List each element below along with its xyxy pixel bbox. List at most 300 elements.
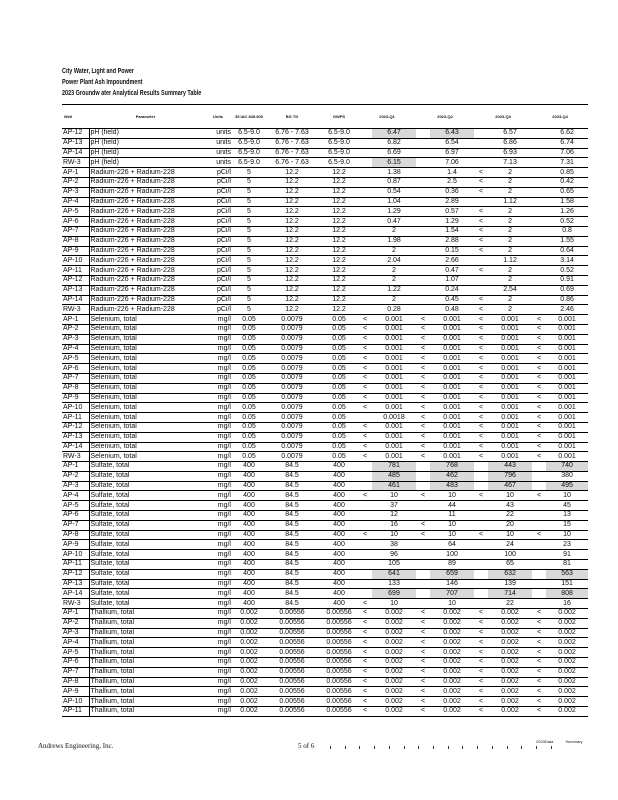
q3-qualifier-cell bbox=[474, 197, 488, 207]
q2-value-cell: 0.002 bbox=[430, 628, 474, 638]
q3-qualifier-cell: < bbox=[474, 246, 488, 256]
background-cell: 0.00556 bbox=[264, 658, 320, 668]
q2-qualifier-cell bbox=[416, 138, 430, 148]
q2-qualifier-cell bbox=[416, 305, 430, 315]
q4-value-cell: 7.31 bbox=[546, 158, 588, 168]
well-cell: AP-6 bbox=[62, 511, 89, 521]
q1-qualifier-cell: < bbox=[358, 432, 372, 442]
table-row bbox=[62, 658, 588, 668]
gwps-cell: 400 bbox=[320, 550, 358, 560]
q3-qualifier-cell bbox=[474, 579, 488, 589]
background-cell: 6.76 - 7.63 bbox=[264, 138, 320, 148]
table-row bbox=[62, 550, 588, 560]
q1-qualifier-cell: < bbox=[358, 697, 372, 707]
background-cell: 84.5 bbox=[264, 599, 320, 609]
background-cell: 0.0079 bbox=[264, 354, 320, 364]
table-row bbox=[62, 687, 588, 697]
table-row bbox=[62, 187, 588, 197]
gwps-cell: 0.05 bbox=[320, 334, 358, 344]
table-row bbox=[62, 462, 588, 472]
q2-value-cell: 100 bbox=[430, 550, 474, 560]
q2-qualifier-cell: < bbox=[416, 648, 430, 658]
standard-cell: 0.05 bbox=[234, 315, 264, 325]
q3-qualifier-cell: < bbox=[474, 217, 488, 227]
background-cell: 12.2 bbox=[264, 197, 320, 207]
q3-qualifier-cell bbox=[474, 599, 488, 609]
q1-qualifier-cell bbox=[358, 481, 372, 491]
q3-value-cell: 0.001 bbox=[488, 452, 532, 462]
parameter-cell: Radium-226 + Radium-228 bbox=[89, 217, 202, 227]
q2-value-cell: 0.002 bbox=[430, 687, 474, 697]
footer-right-label bbox=[536, 739, 582, 744]
q3-value-cell: 0.001 bbox=[488, 403, 532, 413]
q2-value-cell: 10 bbox=[430, 599, 474, 609]
table-row bbox=[62, 295, 588, 305]
well-cell: AP-5 bbox=[62, 207, 89, 217]
q2-value-cell: 659 bbox=[430, 569, 474, 579]
q2-value-cell: 0.001 bbox=[430, 315, 474, 325]
units-cell: units bbox=[202, 138, 234, 148]
q4-value-cell: 0.91 bbox=[546, 275, 588, 285]
parameter-cell: Thallium, total bbox=[89, 628, 202, 638]
q4-qualifier-cell: < bbox=[532, 364, 546, 374]
q4-value-cell: 0.69 bbox=[546, 285, 588, 295]
q2-value-cell: 0.36 bbox=[430, 187, 474, 197]
q1-value-cell: 0.001 bbox=[372, 393, 416, 403]
q1-value-cell: 38 bbox=[372, 540, 416, 550]
q4-value-cell: 15 bbox=[546, 520, 588, 530]
well-cell: AP-11 bbox=[62, 707, 89, 717]
gwps-cell: 12.2 bbox=[320, 305, 358, 315]
background-cell: 84.5 bbox=[264, 462, 320, 472]
q2-value-cell: 0.001 bbox=[430, 344, 474, 354]
q4-qualifier-cell bbox=[532, 217, 546, 227]
parameter-cell: Selenium, total bbox=[89, 403, 202, 413]
q2-value-cell: 2.89 bbox=[430, 197, 474, 207]
q2-value-cell: 10 bbox=[430, 530, 474, 540]
q2-value-cell: 0.002 bbox=[430, 658, 474, 668]
table-row bbox=[62, 403, 588, 413]
parameter-cell: Radium-226 + Radium-228 bbox=[89, 207, 202, 217]
gwps-cell: 400 bbox=[320, 530, 358, 540]
q3-qualifier-cell bbox=[474, 520, 488, 530]
q3-value-cell: 2 bbox=[488, 168, 532, 178]
background-cell: 12.2 bbox=[264, 266, 320, 276]
q1-qualifier-cell: < bbox=[358, 618, 372, 628]
col-parameter: Parameter bbox=[89, 105, 202, 129]
q4-value-cell: 0.001 bbox=[546, 364, 588, 374]
q2-qualifier-cell bbox=[416, 256, 430, 266]
q4-value-cell: 7.06 bbox=[546, 148, 588, 158]
table-row bbox=[62, 452, 588, 462]
well-cell: AP-8 bbox=[62, 677, 89, 687]
q2-value-cell: 483 bbox=[430, 481, 474, 491]
units-cell: mg/l bbox=[202, 501, 234, 511]
q1-qualifier-cell: < bbox=[358, 383, 372, 393]
background-cell: 0.0079 bbox=[264, 373, 320, 383]
q3-qualifier-cell bbox=[474, 138, 488, 148]
q3-qualifier-cell bbox=[474, 569, 488, 579]
table-row bbox=[62, 442, 588, 452]
q3-qualifier-cell: < bbox=[474, 422, 488, 432]
background-cell: 84.5 bbox=[264, 511, 320, 521]
q4-qualifier-cell bbox=[532, 589, 546, 599]
q1-qualifier-cell bbox=[358, 569, 372, 579]
well-cell: AP-14 bbox=[62, 442, 89, 452]
q4-qualifier-cell bbox=[532, 129, 546, 139]
q3-value-cell: 10 bbox=[488, 491, 532, 501]
col-well: Well bbox=[62, 105, 89, 129]
q1-value-cell: 0.001 bbox=[372, 432, 416, 442]
q1-qualifier-cell: < bbox=[358, 452, 372, 462]
q1-value-cell: 1.29 bbox=[372, 207, 416, 217]
q1-value-cell: 6.47 bbox=[372, 129, 416, 139]
units-cell: mg/l bbox=[202, 638, 234, 648]
background-cell: 84.5 bbox=[264, 550, 320, 560]
units-cell: pCi/l bbox=[202, 285, 234, 295]
q2-value-cell: 0.15 bbox=[430, 246, 474, 256]
parameter-cell: Selenium, total bbox=[89, 324, 202, 334]
q4-qualifier-cell bbox=[532, 148, 546, 158]
q1-qualifier-cell bbox=[358, 579, 372, 589]
gwps-cell: 0.05 bbox=[320, 324, 358, 334]
units-cell: mg/l bbox=[202, 422, 234, 432]
q4-value-cell: 0.001 bbox=[546, 354, 588, 364]
well-cell: AP-4 bbox=[62, 344, 89, 354]
units-cell: mg/l bbox=[202, 383, 234, 393]
table-row bbox=[62, 707, 588, 717]
col-q3: 2023-Q3 bbox=[474, 105, 532, 129]
q3-qualifier-cell: < bbox=[474, 413, 488, 423]
q3-qualifier-cell bbox=[474, 589, 488, 599]
background-cell: 0.0079 bbox=[264, 315, 320, 325]
q4-qualifier-cell bbox=[532, 187, 546, 197]
table-row bbox=[62, 560, 588, 570]
table-row bbox=[62, 511, 588, 521]
parameter-cell: Selenium, total bbox=[89, 442, 202, 452]
q2-qualifier-cell: < bbox=[416, 354, 430, 364]
well-cell: AP-4 bbox=[62, 638, 89, 648]
q1-value-cell: 1.04 bbox=[372, 197, 416, 207]
q3-value-cell: 0.001 bbox=[488, 334, 532, 344]
q2-value-cell: 64 bbox=[430, 540, 474, 550]
q4-value-cell: 0.001 bbox=[546, 452, 588, 462]
background-cell: 12.2 bbox=[264, 275, 320, 285]
well-cell: AP-7 bbox=[62, 520, 89, 530]
gwps-cell: 400 bbox=[320, 579, 358, 589]
q4-qualifier-cell: < bbox=[532, 413, 546, 423]
q1-qualifier-cell: < bbox=[358, 658, 372, 668]
units-cell: mg/l bbox=[202, 560, 234, 570]
q2-value-cell: 0.001 bbox=[430, 364, 474, 374]
q4-qualifier-cell: < bbox=[532, 667, 546, 677]
standard-cell: 5 bbox=[234, 236, 264, 246]
q4-qualifier-cell: < bbox=[532, 432, 546, 442]
q1-qualifier-cell bbox=[358, 520, 372, 530]
q2-qualifier-cell bbox=[416, 295, 430, 305]
q2-value-cell: 0.002 bbox=[430, 677, 474, 687]
parameter-cell: pH (field) bbox=[89, 129, 202, 139]
q2-qualifier-cell bbox=[416, 540, 430, 550]
q2-value-cell: 0.002 bbox=[430, 697, 474, 707]
q4-value-cell: 151 bbox=[546, 579, 588, 589]
parameter-cell: Thallium, total bbox=[89, 677, 202, 687]
report-header bbox=[62, 66, 201, 99]
q3-value-cell: 0.001 bbox=[488, 413, 532, 423]
q2-qualifier-cell: < bbox=[416, 315, 430, 325]
q1-qualifier-cell bbox=[358, 550, 372, 560]
table-row bbox=[62, 266, 588, 276]
q2-qualifier-cell bbox=[416, 168, 430, 178]
gwps-cell: 12.2 bbox=[320, 226, 358, 236]
well-cell: AP-12 bbox=[62, 275, 89, 285]
q1-qualifier-cell bbox=[358, 158, 372, 168]
parameter-cell: Selenium, total bbox=[89, 334, 202, 344]
parameter-cell: Selenium, total bbox=[89, 413, 202, 423]
q1-value-cell: 0.001 bbox=[372, 422, 416, 432]
q3-qualifier-cell: < bbox=[474, 403, 488, 413]
gwps-cell: 0.00556 bbox=[320, 697, 358, 707]
q4-qualifier-cell: < bbox=[532, 393, 546, 403]
standard-cell: 5 bbox=[234, 168, 264, 178]
q1-qualifier-cell: < bbox=[358, 315, 372, 325]
q2-qualifier-cell bbox=[416, 197, 430, 207]
q2-qualifier-cell: < bbox=[416, 452, 430, 462]
q3-value-cell: 1.12 bbox=[488, 256, 532, 266]
well-cell: AP-12 bbox=[62, 129, 89, 139]
gwps-cell: 400 bbox=[320, 511, 358, 521]
table-row bbox=[62, 481, 588, 491]
q4-qualifier-cell: < bbox=[532, 334, 546, 344]
well-cell: AP-2 bbox=[62, 324, 89, 334]
q4-value-cell: 0.002 bbox=[546, 667, 588, 677]
gwps-cell: 400 bbox=[320, 569, 358, 579]
gwps-cell: 400 bbox=[320, 589, 358, 599]
q3-value-cell: 65 bbox=[488, 560, 532, 570]
standard-cell: 400 bbox=[234, 569, 264, 579]
gwps-cell: 12.2 bbox=[320, 168, 358, 178]
background-cell: 0.0079 bbox=[264, 393, 320, 403]
q4-qualifier-cell bbox=[532, 236, 546, 246]
table-row bbox=[62, 177, 588, 187]
q4-value-cell: 0.001 bbox=[546, 344, 588, 354]
q4-qualifier-cell bbox=[532, 168, 546, 178]
q1-value-cell: 0.0018 bbox=[372, 413, 416, 423]
units-cell: mg/l bbox=[202, 658, 234, 668]
q1-qualifier-cell bbox=[358, 168, 372, 178]
table-row bbox=[62, 491, 588, 501]
q3-value-cell: 0.001 bbox=[488, 364, 532, 374]
q3-value-cell: 139 bbox=[488, 579, 532, 589]
q1-qualifier-cell bbox=[358, 511, 372, 521]
q2-qualifier-cell bbox=[416, 599, 430, 609]
table-row bbox=[62, 393, 588, 403]
gwps-cell: 0.05 bbox=[320, 422, 358, 432]
q1-value-cell: 1.98 bbox=[372, 236, 416, 246]
parameter-cell: Radium-226 + Radium-228 bbox=[89, 285, 202, 295]
q3-value-cell: 443 bbox=[488, 462, 532, 472]
q4-value-cell: 3.14 bbox=[546, 256, 588, 266]
q1-value-cell: 37 bbox=[372, 501, 416, 511]
gwps-cell: 0.05 bbox=[320, 413, 358, 423]
table-row bbox=[62, 246, 588, 256]
q1-qualifier-cell: < bbox=[358, 373, 372, 383]
standard-cell: 0.002 bbox=[234, 628, 264, 638]
standard-cell: 5 bbox=[234, 266, 264, 276]
background-cell: 0.00556 bbox=[264, 677, 320, 687]
q4-qualifier-cell bbox=[532, 481, 546, 491]
q4-value-cell: 0.002 bbox=[546, 609, 588, 619]
units-cell: pCi/l bbox=[202, 197, 234, 207]
gwps-cell: 0.00556 bbox=[320, 638, 358, 648]
q4-value-cell: 740 bbox=[546, 462, 588, 472]
background-cell: 6.76 - 7.63 bbox=[264, 158, 320, 168]
q2-qualifier-cell bbox=[416, 226, 430, 236]
q3-qualifier-cell: < bbox=[474, 432, 488, 442]
q4-value-cell: 0.001 bbox=[546, 334, 588, 344]
units-cell: pCi/l bbox=[202, 168, 234, 178]
q2-value-cell: 10 bbox=[430, 491, 474, 501]
well-cell: AP-14 bbox=[62, 148, 89, 158]
q4-qualifier-cell: < bbox=[532, 491, 546, 501]
standard-cell: 0.002 bbox=[234, 618, 264, 628]
parameter-cell: Thallium, total bbox=[89, 667, 202, 677]
q2-value-cell: 89 bbox=[430, 560, 474, 570]
gwps-cell: 400 bbox=[320, 540, 358, 550]
q1-value-cell: 0.002 bbox=[372, 667, 416, 677]
q1-value-cell: 0.002 bbox=[372, 638, 416, 648]
q3-value-cell: 6.93 bbox=[488, 148, 532, 158]
q3-qualifier-cell: < bbox=[474, 628, 488, 638]
q1-qualifier-cell bbox=[358, 138, 372, 148]
col-gwps: GWPS bbox=[320, 105, 358, 129]
q3-value-cell: 0.001 bbox=[488, 315, 532, 325]
well-cell: AP-3 bbox=[62, 334, 89, 344]
q2-value-cell: 0.001 bbox=[430, 413, 474, 423]
q1-value-cell: 0.47 bbox=[372, 217, 416, 227]
q2-value-cell: 0.002 bbox=[430, 618, 474, 628]
units-cell: mg/l bbox=[202, 471, 234, 481]
q1-value-cell: 10 bbox=[372, 599, 416, 609]
q1-qualifier-cell bbox=[358, 217, 372, 227]
q2-value-cell: 0.002 bbox=[430, 638, 474, 648]
q1-value-cell: 0.002 bbox=[372, 618, 416, 628]
q4-value-cell: 0.002 bbox=[546, 687, 588, 697]
q2-qualifier-cell bbox=[416, 481, 430, 491]
q4-value-cell: 0.002 bbox=[546, 648, 588, 658]
standard-cell: 5 bbox=[234, 207, 264, 217]
q2-value-cell: 0.001 bbox=[430, 452, 474, 462]
table-row bbox=[62, 305, 588, 315]
gwps-cell: 400 bbox=[320, 491, 358, 501]
q4-qualifier-cell bbox=[532, 266, 546, 276]
gwps-cell: 0.05 bbox=[320, 344, 358, 354]
table-row bbox=[62, 432, 588, 442]
q2-qualifier-cell: < bbox=[416, 520, 430, 530]
well-cell: AP-5 bbox=[62, 648, 89, 658]
q4-qualifier-cell: < bbox=[532, 628, 546, 638]
q2-qualifier-cell bbox=[416, 148, 430, 158]
standard-cell: 0.05 bbox=[234, 452, 264, 462]
gwps-cell: 12.2 bbox=[320, 295, 358, 305]
q1-qualifier-cell: < bbox=[358, 530, 372, 540]
standard-cell: 6.5-9.0 bbox=[234, 138, 264, 148]
q1-value-cell: 2 bbox=[372, 246, 416, 256]
q1-value-cell: 2 bbox=[372, 295, 416, 305]
q4-value-cell: 16 bbox=[546, 599, 588, 609]
q3-value-cell: 20 bbox=[488, 520, 532, 530]
q3-value-cell: 6.57 bbox=[488, 129, 532, 139]
q4-qualifier-cell bbox=[532, 207, 546, 217]
well-cell: AP-13 bbox=[62, 432, 89, 442]
table-row bbox=[62, 383, 588, 393]
q1-value-cell: 0.002 bbox=[372, 648, 416, 658]
units-cell: mg/l bbox=[202, 677, 234, 687]
standard-cell: 400 bbox=[234, 501, 264, 511]
background-cell: 6.76 - 7.63 bbox=[264, 148, 320, 158]
parameter-cell: Sulfate, total bbox=[89, 560, 202, 570]
background-cell: 0.0079 bbox=[264, 383, 320, 393]
units-cell: mg/l bbox=[202, 628, 234, 638]
well-cell: AP-7 bbox=[62, 373, 89, 383]
well-cell: AP-2 bbox=[62, 177, 89, 187]
q2-qualifier-cell bbox=[416, 589, 430, 599]
q4-value-cell: 81 bbox=[546, 560, 588, 570]
q3-qualifier-cell: < bbox=[474, 344, 488, 354]
background-cell: 6.76 - 7.63 bbox=[264, 129, 320, 139]
well-cell: AP-9 bbox=[62, 687, 89, 697]
parameter-cell: Radium-226 + Radium-228 bbox=[89, 168, 202, 178]
q4-value-cell: 0.002 bbox=[546, 707, 588, 717]
q4-qualifier-cell bbox=[532, 226, 546, 236]
q4-qualifier-cell: < bbox=[532, 344, 546, 354]
table-row bbox=[62, 315, 588, 325]
well-cell: AP-13 bbox=[62, 579, 89, 589]
q1-value-cell: 16 bbox=[372, 520, 416, 530]
q1-value-cell: 96 bbox=[372, 550, 416, 560]
standard-cell: 5 bbox=[234, 187, 264, 197]
parameter-cell: Selenium, total bbox=[89, 354, 202, 364]
parameter-cell: Sulfate, total bbox=[89, 471, 202, 481]
units-cell: mg/l bbox=[202, 432, 234, 442]
q3-value-cell: 6.86 bbox=[488, 138, 532, 148]
parameter-cell: Thallium, total bbox=[89, 609, 202, 619]
parameter-cell: Selenium, total bbox=[89, 422, 202, 432]
gwps-cell: 0.00556 bbox=[320, 609, 358, 619]
table-row bbox=[62, 471, 588, 481]
parameter-cell: pH (field) bbox=[89, 138, 202, 148]
parameter-cell: Sulfate, total bbox=[89, 589, 202, 599]
q1-qualifier-cell: < bbox=[358, 442, 372, 452]
q4-qualifier-cell: < bbox=[532, 324, 546, 334]
q4-qualifier-cell bbox=[532, 560, 546, 570]
standard-cell: 400 bbox=[234, 520, 264, 530]
q3-value-cell: 1.12 bbox=[488, 197, 532, 207]
q4-qualifier-cell: < bbox=[532, 648, 546, 658]
units-cell: pCi/l bbox=[202, 217, 234, 227]
background-cell: 12.2 bbox=[264, 177, 320, 187]
table-row bbox=[62, 530, 588, 540]
standard-cell: 5 bbox=[234, 246, 264, 256]
q1-qualifier-cell: < bbox=[358, 491, 372, 501]
q3-qualifier-cell: < bbox=[474, 491, 488, 501]
q4-qualifier-cell: < bbox=[532, 530, 546, 540]
q1-qualifier-cell: < bbox=[358, 707, 372, 717]
q3-qualifier-cell: < bbox=[474, 667, 488, 677]
q3-value-cell: 0.001 bbox=[488, 344, 532, 354]
q3-value-cell: 10 bbox=[488, 530, 532, 540]
q3-qualifier-cell: < bbox=[474, 609, 488, 619]
